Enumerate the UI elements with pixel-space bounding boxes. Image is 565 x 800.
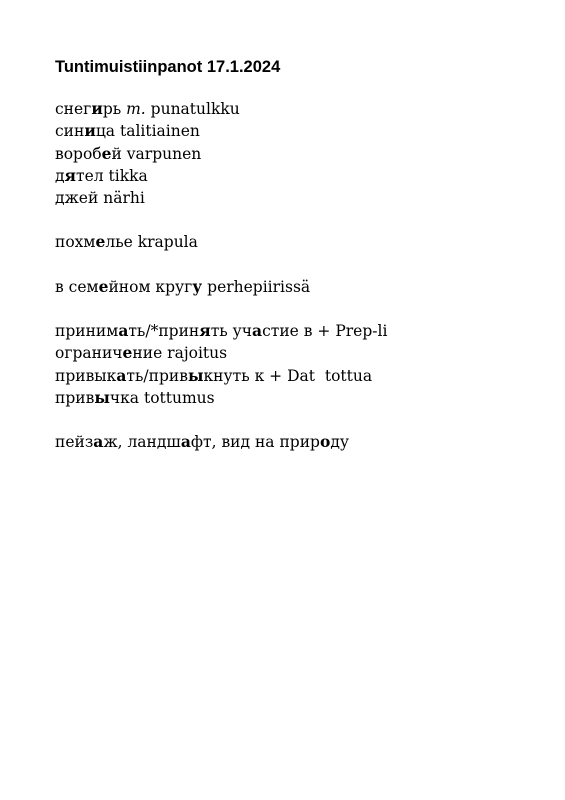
note-block	[55, 98, 545, 209]
note-line	[55, 387, 545, 409]
document-page	[55, 56, 545, 476]
text-segment: рь	[102, 100, 127, 118]
text-segment: прив	[55, 388, 95, 407]
note-line	[55, 165, 545, 187]
text-segment: син	[55, 122, 85, 141]
stressed-vowel: а	[93, 432, 104, 452]
stressed-vowel: е	[122, 343, 133, 363]
text-segment: джей närhi	[55, 189, 145, 208]
stressed-vowel: ы	[94, 387, 110, 407]
stressed-vowel: а	[118, 321, 129, 341]
text-segment: д	[55, 166, 65, 185]
note-block	[55, 231, 545, 253]
text-segment: punatulkku	[145, 100, 240, 118]
text-segment: похм	[55, 233, 96, 252]
note-line	[55, 231, 545, 253]
document-title: Tuntimuistiinpanot 17.1.2024	[55, 58, 281, 76]
note-line	[55, 365, 545, 387]
text-segment: ние rajoitus	[132, 344, 228, 363]
note-line	[55, 431, 545, 453]
stressed-vowel: а	[180, 432, 191, 452]
notes-body	[55, 98, 545, 454]
text-segment: perhepiirissä	[202, 277, 311, 296]
text-segment: ца talitiainen	[95, 122, 200, 141]
text-segment: огранич	[55, 344, 123, 363]
stressed-vowel: е	[95, 232, 106, 252]
stressed-vowel: а	[116, 365, 127, 385]
text-segment: фт, вид на прир	[190, 433, 320, 452]
note-block	[55, 320, 545, 409]
gender-abbrev: m.	[126, 100, 146, 118]
text-segment: приним	[55, 322, 119, 341]
stressed-vowel: у	[192, 276, 203, 296]
text-segment: ть/*прин	[128, 322, 200, 341]
text-segment: ть/прив	[126, 366, 188, 385]
text-segment: вороб	[55, 144, 102, 163]
stressed-vowel: и	[91, 99, 103, 118]
stressed-vowel: ы	[187, 365, 204, 385]
note-line	[55, 276, 545, 298]
stressed-vowel: о	[319, 432, 331, 452]
text-segment: ду	[330, 433, 349, 452]
text-segment: ть уч	[210, 322, 253, 341]
text-segment: ж, ландш	[103, 433, 181, 452]
text-segment: тел tikka	[76, 166, 148, 185]
text-segment: йном круг	[108, 277, 193, 296]
note-block	[55, 276, 545, 298]
text-segment: снег	[55, 100, 92, 118]
text-segment: лье krapula	[105, 233, 198, 252]
note-line	[55, 143, 545, 165]
text-segment: привык	[55, 366, 117, 385]
stressed-vowel: и	[84, 121, 96, 141]
note-line	[55, 98, 545, 120]
text-segment: в сем	[55, 277, 99, 296]
note-line	[55, 187, 545, 209]
stressed-vowel: е	[101, 143, 112, 163]
stressed-vowel: я	[199, 321, 211, 341]
stressed-vowel: а	[252, 321, 263, 341]
note-line	[55, 320, 545, 342]
text-segment: чка tottumus	[109, 388, 215, 407]
note-line	[55, 342, 545, 364]
stressed-vowel: е	[98, 276, 109, 296]
note-line	[55, 120, 545, 142]
stressed-vowel: я	[64, 165, 76, 185]
note-block	[55, 431, 545, 453]
text-segment: пейз	[55, 433, 94, 452]
text-segment: кнуть к + Dat tottua	[203, 366, 373, 385]
text-segment: й varpunen	[111, 144, 202, 163]
text-segment: стие в + Prep-li	[262, 322, 388, 341]
